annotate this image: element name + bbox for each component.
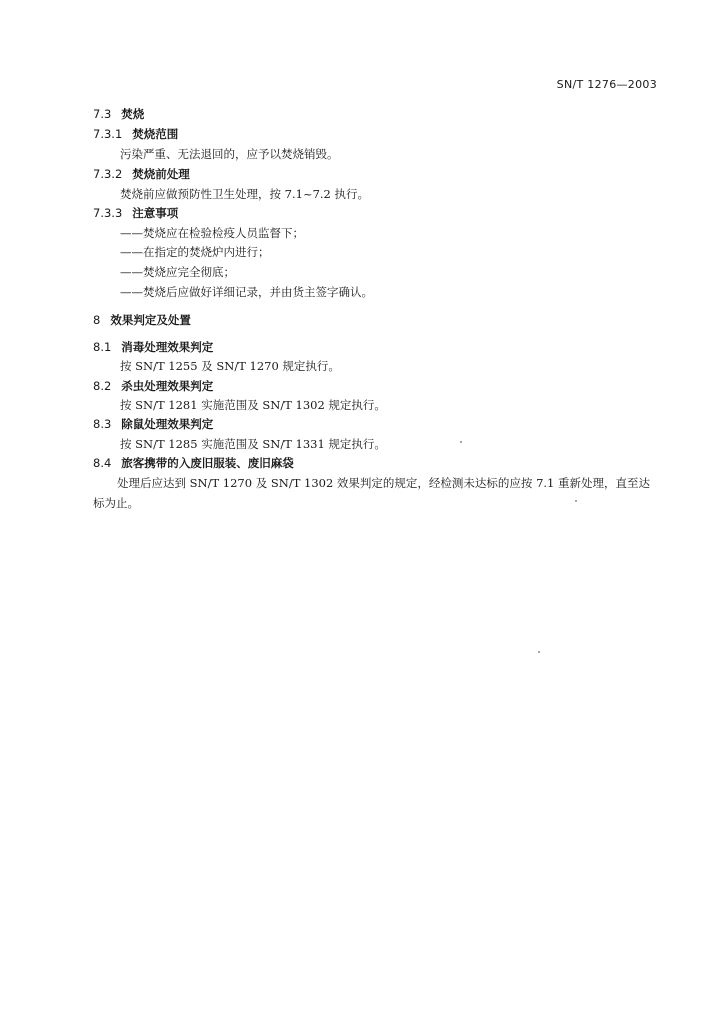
section-number: 8.1: [93, 340, 112, 354]
section-8-2-text: 按 SN/T 1281 实施范围及 SN/T 1302 规定执行。: [120, 398, 386, 412]
scan-speck: [460, 441, 462, 443]
section-8-1-heading: [93, 340, 213, 354]
list-item: ——焚烧后应做好详细记录，并由货主签字确认。: [120, 285, 373, 299]
section-title: 焚烧: [121, 107, 145, 121]
scan-speck: [538, 651, 540, 653]
section-8-1-text: 按 SN/T 1255 及 SN/T 1270 规定执行。: [120, 359, 340, 373]
section-number: 8: [93, 313, 101, 327]
section-number: 8.2: [93, 379, 112, 393]
section-title: 焚烧前处理: [132, 167, 190, 181]
section-title: 消毒处理效果判定: [121, 340, 214, 354]
section-title: 除鼠处理效果判定: [121, 417, 214, 431]
section-7-3-2-text: 焚烧前应做预防性卫生处理，按 7.1~7.2 执行。: [120, 187, 370, 201]
section-7-3-1-text: 污染严重、无法退回的，应予以焚烧销毁。: [120, 147, 339, 161]
section-8-2-heading: [93, 379, 213, 393]
section-7-3-2-heading: [93, 167, 190, 181]
section-number: 7.3.2: [93, 167, 123, 181]
section-7-3-3-heading: [93, 206, 178, 220]
section-title: 杀虫处理效果判定: [121, 379, 214, 393]
section-8-3-heading: [93, 417, 213, 431]
section-7-3-1-heading: [93, 127, 178, 141]
section-number: 7.3.3: [93, 206, 123, 220]
list-item: ——在指定的焚烧炉内进行；: [120, 245, 270, 259]
scan-speck: [575, 500, 577, 502]
section-title: 旅客携带的入废旧服装、废旧麻袋: [121, 456, 294, 470]
section-8-4-text: 处理后应达到 SN/T 1270 及 SN/T 1302 效果判定的规定，经检测未达标的应按 7.1 重新处理，直至达标为止。: [93, 476, 651, 510]
section-title: 注意事项: [132, 206, 179, 220]
section-8-heading: [93, 313, 191, 327]
section-title: 焚烧范围: [132, 127, 179, 141]
section-number: 8.3: [93, 417, 112, 431]
section-number: 8.4: [93, 456, 112, 470]
section-8-4-heading: [93, 456, 294, 470]
list-item: ——焚烧应完全彻底；: [120, 265, 235, 279]
section-number: 7.3: [93, 107, 112, 121]
section-7-3-heading: [93, 107, 144, 121]
section-title: 效果判定及处置: [110, 313, 191, 327]
standard-code-header: SN/T 1276—2003: [556, 78, 657, 91]
section-number: 7.3.1: [93, 127, 123, 141]
section-8-3-text: 按 SN/T 1285 实施范围及 SN/T 1331 规定执行。: [120, 437, 386, 451]
list-item: ——焚烧应在检验检疫人员监督下；: [120, 226, 304, 240]
